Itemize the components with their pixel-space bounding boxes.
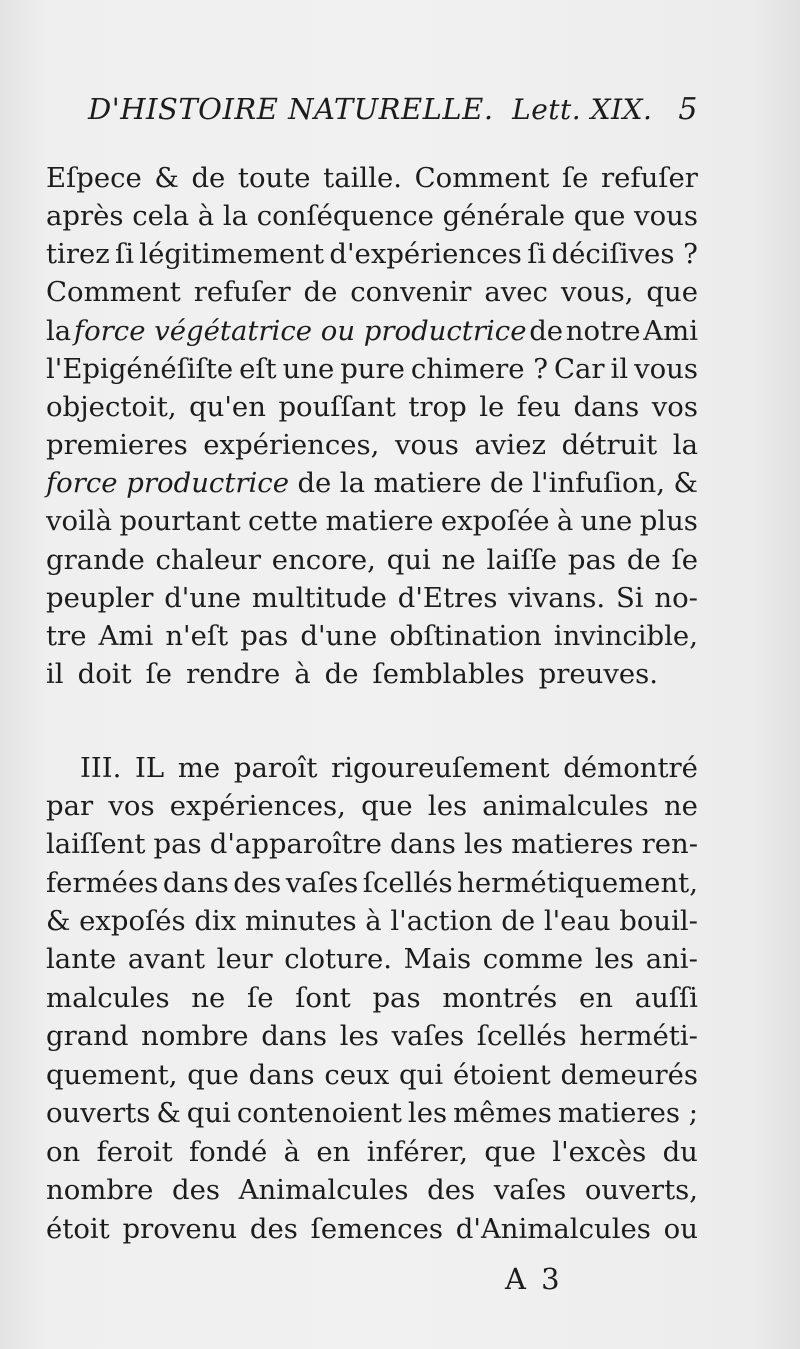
word: avec [484,276,548,308]
word: ſcellés [476,1020,567,1052]
word: tre [46,620,87,652]
word: matiere [325,505,434,537]
word: pouſſant [278,391,396,423]
word: vaſes [391,1020,465,1052]
word: d'apparoître [209,828,382,860]
text-line [46,1095,698,1131]
word: ſi [527,238,547,270]
word: matiere [373,467,482,499]
word: feu [516,391,561,423]
word: Comment [46,276,181,308]
word: & [156,1097,181,1129]
word: ouverts, [584,1174,698,1206]
text-line [46,236,698,272]
word: la [672,429,698,461]
letter-reference: Lett. XIX. [512,93,653,126]
text-line [46,274,698,310]
word: contenoient [236,1097,402,1129]
word: dans [390,828,456,860]
word: étoit [46,1213,110,1245]
word: des [249,1213,298,1245]
word: plus [639,505,698,537]
word: pas [372,982,421,1014]
word: pas [153,828,202,860]
word: de [324,658,359,690]
word: avant [127,943,205,975]
word: premieres [46,429,188,461]
word: voilà [46,505,113,537]
word: matieres [511,828,634,860]
word: herméti- [579,1020,698,1052]
word: expoſée [440,505,550,537]
word: no- [654,582,698,614]
word: vous, [560,276,634,308]
text-line [80,750,698,786]
word: tirez [46,238,110,270]
word: Mais [403,943,472,975]
word: multitude [251,582,387,614]
word: l'action [390,905,493,937]
word: objectoit, [46,391,177,423]
text-line [46,1172,698,1208]
word: des [233,867,282,899]
word: auſſi [634,982,698,1014]
word: d'Animalcules [455,1213,651,1245]
text-line [46,1134,698,1170]
word: rigoureuſement [331,752,550,784]
word: ren- [641,828,698,860]
text-line [46,542,698,578]
word: ſont [295,982,351,1014]
word: refuſer [601,162,698,194]
word: de [303,276,338,308]
word: de [489,467,524,499]
running-title: D'HISTOIRE NATURELLE. [88,92,494,126]
word: ſi [115,238,135,270]
word: à [283,1136,301,1168]
word: conſéquence [256,200,434,232]
word: des [427,1174,476,1206]
word: mêmes [453,1097,552,1129]
word: d'Etres [397,582,498,614]
text-line [46,618,698,654]
word: les [407,1097,448,1129]
word: Si [615,582,644,614]
word: ſemblables [372,658,525,690]
word: cette [248,505,319,537]
word: inférer, [366,1136,468,1168]
text-line [46,465,698,501]
word: qui [386,544,431,576]
word: à [197,200,215,232]
word: après [46,200,124,232]
word: par [46,790,94,822]
word: encore, [271,544,376,576]
word: on [46,1136,81,1168]
word: ne [441,544,476,576]
word: me [177,752,221,784]
text-line [46,865,698,901]
word: ouverts [46,1097,151,1129]
text-line [46,1211,698,1247]
word: Car [554,353,605,385]
word: qui [186,1097,231,1129]
word: vous [394,429,459,461]
word: chaleur [155,544,261,576]
text-line [46,656,698,692]
word: convenir [350,276,472,308]
word: cela [132,200,190,232]
word: lante [46,943,117,975]
word: en [578,982,613,1014]
text-line [46,160,698,196]
word: vaſes [285,867,359,899]
word: grand [46,1020,129,1052]
word: d'expériences [329,238,522,270]
word: à [294,658,311,690]
word: légitimement [139,238,325,270]
word: que [646,276,698,308]
word: Ami [643,315,698,347]
page-number: 5 [678,92,698,127]
word: détruit [561,429,658,461]
word: pas [567,544,617,576]
word: ne [191,982,226,1014]
word: hermétiquement, [457,867,698,899]
word: toute [237,162,311,194]
word: il [46,658,64,690]
word: de [501,905,536,937]
word: expériences, [169,790,346,822]
word: dix [194,905,237,937]
word: quement, [46,1059,178,1091]
word: les [463,828,504,860]
word: paroît [233,752,318,784]
text-line [46,826,698,862]
text-line [46,941,698,977]
word: matieres ; [557,1097,698,1129]
word: animalcules [482,790,649,822]
text-line [46,1018,698,1054]
word: dans [248,1059,315,1091]
word: notre [565,315,641,347]
word: nombre [46,1174,154,1206]
word: ſcellés [362,867,453,899]
word: fondé [188,1136,268,1168]
word: à [556,505,574,537]
word: obſtination [389,620,542,652]
word: que [573,200,626,232]
text-line [46,788,698,824]
word: la [339,467,365,499]
word: une [282,353,335,385]
word: en [316,1136,351,1168]
word: à [365,905,382,937]
text-line [46,980,698,1016]
word: laiſſent [46,828,146,860]
text-line [46,351,698,387]
text-line [46,1057,698,1093]
word: l'Epigénéſiſte [46,353,234,385]
word: vaſes [493,1174,567,1206]
word: d'une [164,582,242,614]
word: invincible, [553,620,698,652]
word: III. [80,752,122,784]
word: IL [135,752,165,784]
word: démontré [563,752,698,784]
text-line [46,313,698,349]
word: vivans. [508,582,606,614]
word: & [46,905,71,937]
word: qui [399,1059,444,1091]
text-line [46,427,698,463]
word: de [529,315,564,347]
word: générale [442,200,566,232]
word: feroit [96,1136,173,1168]
word: de [297,467,332,499]
italic-word: force végétatrice ou productrice [73,315,527,347]
word: & [154,162,179,194]
word: l'infuſion, [532,467,665,499]
running-header [88,92,698,140]
word: des [171,1174,220,1206]
word: de [626,544,661,576]
word: chimere ? [410,353,549,385]
word: que [187,1059,239,1091]
word: vos [108,790,155,822]
text-line [46,503,698,539]
word: provenu [122,1213,238,1245]
word: montrés [442,982,558,1014]
word: une [580,505,633,537]
word: que [361,790,413,822]
word: d'une [300,620,378,652]
word: ſemences [310,1213,443,1245]
word: vous [634,353,698,385]
word: refuſer [193,276,291,308]
word: aviez [474,429,546,461]
word: il [610,353,629,385]
word: laiſſe [486,544,558,576]
word: pourtant [119,505,241,537]
word: Animalcules [238,1174,409,1206]
word: la [46,315,72,347]
word: pas [240,620,289,652]
word: expoſés [79,905,186,937]
word: leur [216,943,273,975]
word: pure [340,353,405,385]
word: de [191,162,226,194]
text-line [46,389,698,425]
word: le [479,391,505,423]
word: vos [651,391,698,423]
word: bouil- [619,905,698,937]
italic-word: force productrice [46,467,289,499]
word: fermées [46,867,159,899]
word: comme [482,943,584,975]
word: ſe [247,982,274,1014]
text-line [46,198,698,234]
word: cloture. [284,943,392,975]
word: qu'en [189,391,266,423]
word: l'excès [552,1136,647,1168]
word: l'eau [543,905,611,937]
word: ſe [145,658,173,690]
word: ſe [561,162,589,194]
word: étoient [452,1059,551,1091]
word: ou [663,1213,698,1245]
word: dans [261,1020,328,1052]
word: n'eſt [165,620,229,652]
word: ſe [671,544,698,576]
word: Comment [414,162,550,194]
word: Ami [98,620,154,652]
word: & [673,467,698,499]
word: les [427,790,468,822]
word: taille. [323,162,403,194]
word: la [222,200,249,232]
word: grande [46,544,145,576]
word: que [484,1136,536,1168]
word: expériences, [203,429,380,461]
text-line [46,580,698,616]
word: dans [162,867,229,899]
word: malcules [46,982,170,1014]
signature-mark: A 3 [505,1262,563,1296]
word: ani- [645,943,698,975]
word: trop [408,391,467,423]
word: preuves. [538,658,659,690]
word: peupler [46,582,154,614]
word: rendre [186,658,281,690]
word: déciſives ? [551,238,698,270]
word: les [594,943,635,975]
word: minutes [244,905,357,937]
word: ne [663,790,698,822]
word: nombre [141,1020,249,1052]
word: doit [77,658,132,690]
word: Eſpece [46,162,142,194]
word: les [339,1020,379,1052]
word: demeurés [560,1059,698,1091]
word: vous [634,200,698,232]
word: du [662,1136,698,1168]
word: ceux [324,1059,390,1091]
word: eſt [239,353,277,385]
text-line [46,903,698,939]
word: dans [573,391,640,423]
